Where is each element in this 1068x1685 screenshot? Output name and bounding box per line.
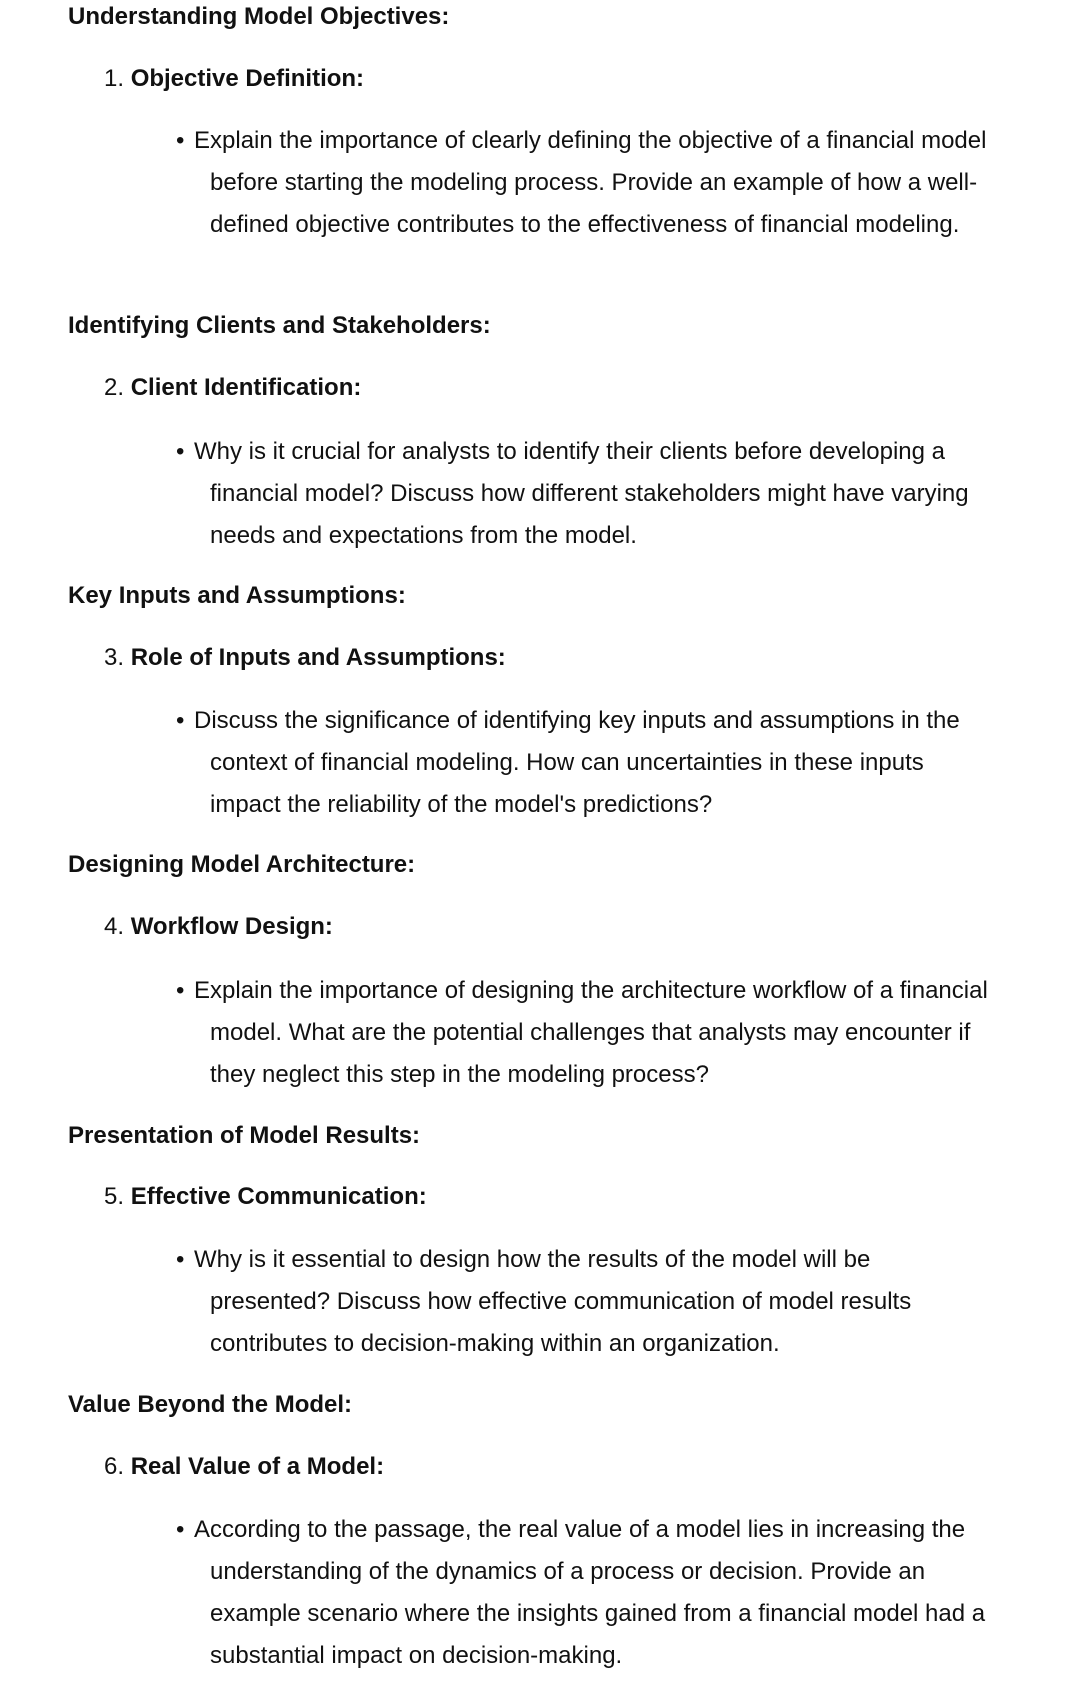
bullet-icon: • bbox=[176, 127, 185, 154]
bullet-text: Explain the importance of clearly defining the objective of a financial model before starting the modeling process. Provide an example of how a well-defined objective contributes to the effectiveness of financial modeling. bbox=[194, 127, 987, 238]
item-number: 3. bbox=[104, 644, 125, 671]
list-item-title bbox=[104, 912, 333, 942]
item-number: 4. bbox=[104, 913, 125, 940]
section-heading: Understanding Model Objectives: bbox=[68, 3, 450, 30]
bullet-icon: • bbox=[176, 438, 185, 465]
bullet-icon: • bbox=[176, 977, 185, 1004]
bullet-text: Why is it essential to design how the results of the model will be presented? Discuss how effective communication of model results contributes to decision-making within an organization. bbox=[194, 1246, 912, 1357]
bullet-text: Why is it crucial for analysts to identify their clients before developing a financial model? Discuss how different stakeholders might have varying needs and expectations from the model. bbox=[194, 438, 969, 549]
list-item-title bbox=[104, 1182, 427, 1212]
bullet-text: Explain the importance of designing the architecture workflow of a financial model. What are the potential challenges that analysts may encounter if they neglect this step in the modeling process? bbox=[194, 977, 988, 1088]
section-heading: Key Inputs and Assumptions: bbox=[68, 582, 406, 609]
bullet-item bbox=[176, 970, 996, 1096]
item-title: Client Identification: bbox=[130, 374, 362, 401]
list-item-title bbox=[104, 373, 361, 403]
bullet-item bbox=[176, 700, 996, 826]
bullet-text: According to the passage, the real value of a model lies in increasing the understanding of the dynamics of a process or decision. Provide an example scenario where the insights gained from a financial model had a substantial impact on decision-making. bbox=[194, 1516, 986, 1669]
list-item-title bbox=[104, 1452, 384, 1482]
list-item-title bbox=[104, 643, 506, 673]
bullet-item bbox=[176, 1509, 996, 1677]
bullet-text: Discuss the significance of identifying key inputs and assumptions in the context of financial modeling. How can uncertainties in these inputs impact the reliability of the model's predictions? bbox=[194, 707, 960, 818]
item-number: 5. bbox=[104, 1183, 125, 1210]
item-number: 6. bbox=[104, 1453, 125, 1480]
bullet-item bbox=[176, 120, 996, 246]
section-heading: Identifying Clients and Stakeholders: bbox=[68, 312, 491, 339]
item-title: Effective Communication: bbox=[130, 1183, 427, 1210]
item-number: 1. bbox=[104, 65, 125, 92]
bullet-item bbox=[176, 1239, 996, 1365]
item-title: Real Value of a Model: bbox=[130, 1453, 385, 1480]
item-title: Objective Definition: bbox=[130, 65, 365, 92]
bullet-icon: • bbox=[176, 1246, 185, 1273]
item-title: Role of Inputs and Assumptions: bbox=[130, 644, 506, 671]
section-heading: Value Beyond the Model: bbox=[68, 1391, 353, 1418]
section-heading: Designing Model Architecture: bbox=[68, 851, 416, 878]
bullet-icon: • bbox=[176, 707, 185, 734]
item-title: Workflow Design: bbox=[130, 913, 333, 940]
item-number: 2. bbox=[104, 374, 125, 401]
bullet-icon: • bbox=[176, 1516, 185, 1543]
list-item-title bbox=[104, 64, 364, 94]
section-heading: Presentation of Model Results: bbox=[68, 1122, 421, 1149]
bullet-item bbox=[176, 431, 996, 557]
